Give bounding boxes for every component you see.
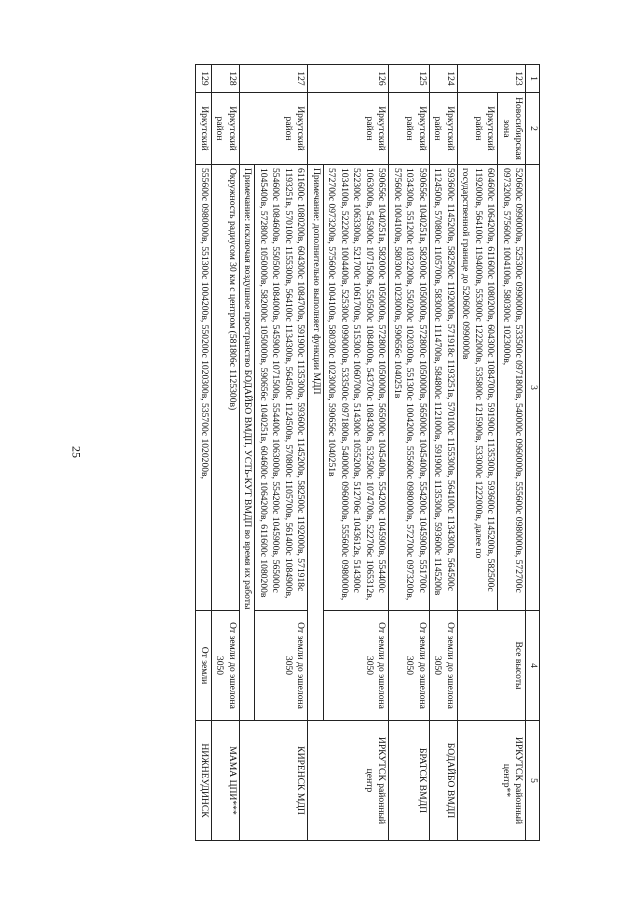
row-number: 126 bbox=[308, 65, 389, 93]
unit-cell: НИЖНЕУДИНСК bbox=[196, 721, 212, 841]
unit-cell: БРАТСК ВМДП bbox=[389, 721, 430, 841]
coords-cell: 590656с 1040251в, 582000с 1050000в, 572800с 1050000в, 565000с 1045400в, 554200с 1045900в, 554400с 1063000в, 545900с 1071500в, 550500с 1084000в, 543700с 1084300в, 532500с 1074700в, 522706с 1065312в, 522300с 1063300в, 521700с 1061700в, 515300с 1060700в, 514300с 1055200в, 512706с 1043612в, 514300с 1034100в, 522200с 1004400в, 525300с 0990000в, 533500с 0971800в, 540000с 0960000в, 555600с 0980000в, 572700с 0973200в, 575600с 1004100в, 580300с 1023000в, 590656с 1040251в bbox=[324, 165, 390, 611]
row-number: 125 bbox=[389, 65, 430, 93]
page-number: 25 bbox=[69, 446, 84, 458]
region-cell: Иркутский район bbox=[308, 93, 389, 165]
table-row bbox=[212, 65, 240, 841]
row-number: 129 bbox=[196, 65, 212, 93]
coords-cell: 590656с 1040251в, 582000с 1050000в, 572800с 1050000в, 565000с 1045400в, 554200с 1045900в, 551700с 1034300в, 551200с 1032200в, 550200с 1020300в, 551300с 1004200в, 555600с 0980000в, 572700с 0973200в, 575600с 1004100в, 580300с 1023000в, 590656с 1040251в bbox=[389, 165, 430, 611]
coords-cell: 611600с 1080200в, 604300с 1084700в, 591900с 1135300в, 593600с 1145200в, 582500с 1192000в, 571918с 1193251в, 570100с 1155300в, 564100с 1134300в, 564500с 1124500в, 570800с 1105700в, 561400с 1084900в, 554600с 1084600в, 550500с 1084000в, 545900с 1071500в, 554400с 1063000в, 554200с 1045900в, 565000с 1045400в, 572800с 1050000в, 582000с 1050000в, 590656с 1040251в, 604600с 1064200в, 611600с 1080200в bbox=[255, 165, 308, 611]
coords-cell: 520600с 0990000в, 525300с 0990000в, 533500с 0971800в, 540000с 0960000в, 555600с 0980000в, 572700с 0973200в, 575600с 1004100в, 580300с 1023000в, bbox=[498, 165, 526, 611]
coords-cell: 593600с 1145200в, 582500с 1192000в, 571918с 1193251в, 570100с 1155300в, 564100с 1134300в, 564500с 1124500в, 570800с 1105700в, 583000с 1114700в, 584800с 1121000в, 591900с 1135300в, 593600с 1145200в bbox=[430, 165, 458, 611]
header-col-5: 5 bbox=[526, 721, 540, 841]
header-col-1: 1 bbox=[526, 65, 540, 93]
header-col-2: 2 bbox=[526, 93, 540, 165]
altitude-cell: От земли до эшелона 3050 bbox=[430, 611, 458, 721]
altitude-cell: Все высоты bbox=[458, 611, 527, 721]
table-row bbox=[255, 65, 308, 841]
row-number: 127 bbox=[240, 65, 309, 93]
region-cell: Иркутский район bbox=[212, 93, 240, 165]
unit-cell: БОДАЙБО ВМДП bbox=[430, 721, 458, 841]
coords-cell: 604600с 1064200в, 611600с 1080200в, 604300с 1084700в, 591900с 1135300в, 593600с 1145200в, 582500с 1192000в, 564100с 1194000в, 553000с 1222000в, 535800с 1215900в, 533000с 1222000в, далее по государственной границе до 520600с 0990000в bbox=[458, 165, 499, 611]
region-cell: Иркутский район bbox=[430, 93, 458, 165]
table-row bbox=[324, 65, 390, 841]
region-cell: Новосибирская зона bbox=[498, 93, 526, 165]
table-row bbox=[498, 65, 526, 841]
row-number: 123 bbox=[458, 65, 527, 93]
region-cell: Иркутский район bbox=[240, 93, 309, 165]
table-row bbox=[389, 65, 430, 841]
altitude-cell: От земли до эшелона 3050 bbox=[389, 611, 430, 721]
header-col-3: 3 bbox=[526, 165, 540, 611]
note-cell: Примечание: дополнительно выполняет функции МДП bbox=[308, 165, 324, 721]
region-cell: Иркутский bbox=[196, 93, 212, 165]
airspace-table bbox=[196, 64, 541, 841]
row-number: 124 bbox=[430, 65, 458, 93]
unit-cell: ИРКУТСК районный центр bbox=[308, 721, 389, 841]
unit-cell: КИРЕНСК МДП bbox=[240, 721, 309, 841]
unit-cell: ИРКУТСК районный центр** bbox=[458, 721, 527, 841]
altitude-cell: От земли bbox=[196, 611, 212, 721]
altitude-cell: От земли до эшелона 3050 bbox=[255, 611, 308, 721]
region-cell: Иркутский район bbox=[389, 93, 430, 165]
coords-cell: 555600с 0980000в, 551300с 1004200в, 550200с 1020300в, 535700с 1020200в, bbox=[196, 165, 212, 611]
note-cell: Примечание: исключая воздушное пространство БОДАЙБО ВМДП, УСТЬ-КУТ ВМДП во время их работы bbox=[240, 165, 256, 721]
coords-cell: Окружность радиусом 30 км с центром (581806с 1125300в) bbox=[212, 165, 240, 611]
altitude-cell: От земли до эшелона 3050 bbox=[324, 611, 390, 721]
header-row bbox=[526, 65, 540, 841]
rotated-table-wrapper bbox=[100, 64, 540, 840]
header-col-4: 4 bbox=[526, 611, 540, 721]
row-number: 128 bbox=[212, 65, 240, 93]
unit-cell: МАМА ЦПИ*** bbox=[212, 721, 240, 841]
table-row bbox=[196, 65, 212, 841]
region-cell: Иркутский район bbox=[458, 93, 499, 165]
altitude-cell: От земли до эшелона 3050 bbox=[212, 611, 240, 721]
table-row bbox=[430, 65, 458, 841]
